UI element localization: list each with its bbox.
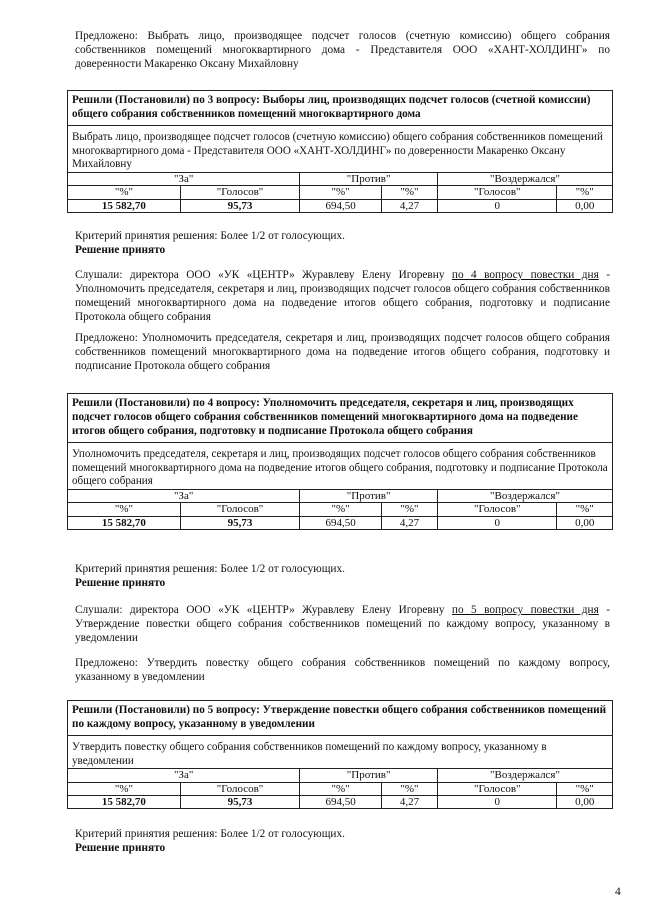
proposed-q5: Предложено: Утвердить повестку общего собрания собственников помещений по каждому вопросу, указанному в уведомлении (75, 657, 610, 684)
vote-group-abstained: "Воздержался" (438, 769, 612, 782)
heard-prefix: Слушали: директора ООО «УК «ЦЕНТР» Журавлеву Елену Игоревну (75, 604, 452, 616)
criterion-text: Критерий принятия решения: Более 1/2 от голосующих. (75, 563, 345, 575)
vote-subheader: "%" (68, 782, 180, 795)
criterion-q4 (75, 562, 345, 590)
vote-subheader: "Голосов" (438, 186, 557, 199)
criterion-q3 (75, 229, 345, 257)
result-text: Решение принято (75, 577, 166, 590)
vote-value: 0,00 (557, 516, 612, 529)
vote-value: 4,27 (381, 796, 437, 809)
vote-table-q3 (68, 172, 612, 212)
agenda-item-link: по 4 вопросу повестки дня (451, 269, 599, 281)
vote-value: 95,73 (180, 516, 299, 529)
decision-text-q4: Уполномочить председателя, секретаря и лиц, производящих подсчет голосов общего собрания собственников помещений многоквартирного дома на подведение итогов общего собрания, подготовку и подписание Протокола общего собрания (72, 448, 608, 488)
vote-group-against: "Против" (300, 769, 438, 782)
vote-subheader: "%" (300, 186, 382, 199)
intro-proposed: Предложено: Выбрать лицо, производящее подсчет голосов (счетную комиссию) общего собрания собственников помещений многоквартирного дома - Представителя ООО «ХАНТ-ХОЛДИНГ» по доверенности Макаренко Оксану Михайловну (75, 30, 610, 71)
decision-header-q4: Решили (Постановили) по 4 вопросу: Уполномочить председателя, секретаря и лиц, производящих подсчет голосов общего собрания собственников помещений многоквартирного дома на подведение итогов общего собрания, подготовку и подписание Протокола общего собрания (68, 394, 612, 443)
decision-block-q4 (67, 393, 613, 530)
vote-value: 694,50 (300, 199, 382, 212)
vote-value: 0,00 (557, 796, 612, 809)
vote-subheader: "Голосов" (438, 782, 557, 795)
vote-subheader: "%" (557, 782, 612, 795)
agenda-item-link: по 5 вопросу повестки дня (451, 604, 599, 616)
vote-value: 15 582,70 (68, 199, 180, 212)
criterion-q5 (75, 827, 345, 855)
result-text: Решение принято (75, 842, 166, 855)
vote-value: 694,50 (300, 796, 382, 809)
vote-subheader: "%" (557, 186, 612, 199)
page-number: 4 (615, 886, 621, 898)
vote-group-against: "Против" (300, 172, 438, 185)
vote-value: 15 582,70 (68, 796, 180, 809)
vote-subheader: "%" (381, 503, 437, 516)
vote-value: 0 (438, 516, 557, 529)
vote-group-for: "За" (68, 172, 300, 185)
vote-value: 95,73 (180, 199, 299, 212)
decision-block-q5 (67, 700, 613, 809)
vote-value: 0,00 (557, 199, 612, 212)
vote-group-against: "Против" (300, 489, 438, 502)
vote-subheader: "%" (557, 503, 612, 516)
decision-header-q5: Решили (Постановили) по 5 вопросу: Утверждение повестки общего собрания собственников помещений по каждому вопросу, указанному в уведомлении (68, 701, 612, 736)
vote-subheader: "%" (381, 782, 437, 795)
vote-subheader: "Голосов" (180, 782, 299, 795)
vote-value: 95,73 (180, 796, 299, 809)
decision-text-q5: Утвердить повестку общего собрания собственников помещений по каждому вопросу, указанному в уведомлении (72, 741, 547, 767)
vote-table-q5 (68, 768, 612, 808)
proposed-q4: Предложено: Уполномочить председателя, секретаря и лиц, производящих подсчет голосов общего собрания собственников помещений многоквартирного дома на подведение итогов общего собрания, подготовку и подписание Протокола общего собрания (75, 332, 610, 373)
vote-value: 0 (438, 796, 557, 809)
vote-value: 694,50 (300, 516, 382, 529)
heard-suffix: - Утверждение повестки общего собрания собственников помещений по каждому вопросу, указанному в уведомлении (75, 604, 610, 645)
heard-q5 (75, 603, 610, 645)
vote-group-for: "За" (68, 769, 300, 782)
vote-group-abstained: "Воздержался" (438, 489, 612, 502)
vote-group-abstained: "Воздержался" (438, 172, 612, 185)
result-text: Решение принято (75, 244, 166, 257)
vote-value: 4,27 (381, 516, 437, 529)
vote-subheader: "Голосов" (180, 186, 299, 199)
heard-suffix: - Уполномочить председателя, секретаря и лиц, производящих подсчет голосов общего собрания собственников помещений многоквартирного дома на подведение итогов общего собрания, подготовку и подписание Протокола общего собрания (75, 269, 610, 324)
vote-value: 0 (438, 199, 557, 212)
decision-text-q3: Выбрать лицо, производящее подсчет голосов (счетную комиссию) общего собрания собственников помещений многоквартирного дома - Представителя ООО «ХАНТ-ХОЛДИНГ» по доверенности Макаренко Оксану Михайловну (72, 131, 603, 171)
decision-header-q3: Решили (Постановили) по 3 вопросу: Выборы лиц, производящих подсчет голосов (счетной комиссии) общего собрания собственников помещений многоквартирного дома (68, 91, 612, 126)
vote-subheader: "Голосов" (438, 503, 557, 516)
vote-value: 15 582,70 (68, 516, 180, 529)
vote-subheader: "%" (68, 186, 180, 199)
vote-value: 4,27 (381, 199, 437, 212)
vote-subheader: "Голосов" (180, 503, 299, 516)
criterion-text: Критерий принятия решения: Более 1/2 от голосующих. (75, 828, 345, 840)
vote-group-for: "За" (68, 489, 300, 502)
vote-subheader: "%" (300, 503, 382, 516)
vote-subheader: "%" (68, 503, 180, 516)
heard-prefix: Слушали: директора ООО «УК «ЦЕНТР» Журавлеву Елену Игоревну (75, 269, 452, 281)
vote-table-q4 (68, 489, 612, 529)
vote-subheader: "%" (381, 186, 437, 199)
criterion-text: Критерий принятия решения: Более 1/2 от голосующих. (75, 230, 345, 242)
decision-block-q3 (67, 90, 613, 213)
heard-q4 (75, 268, 610, 324)
vote-subheader: "%" (300, 782, 382, 795)
